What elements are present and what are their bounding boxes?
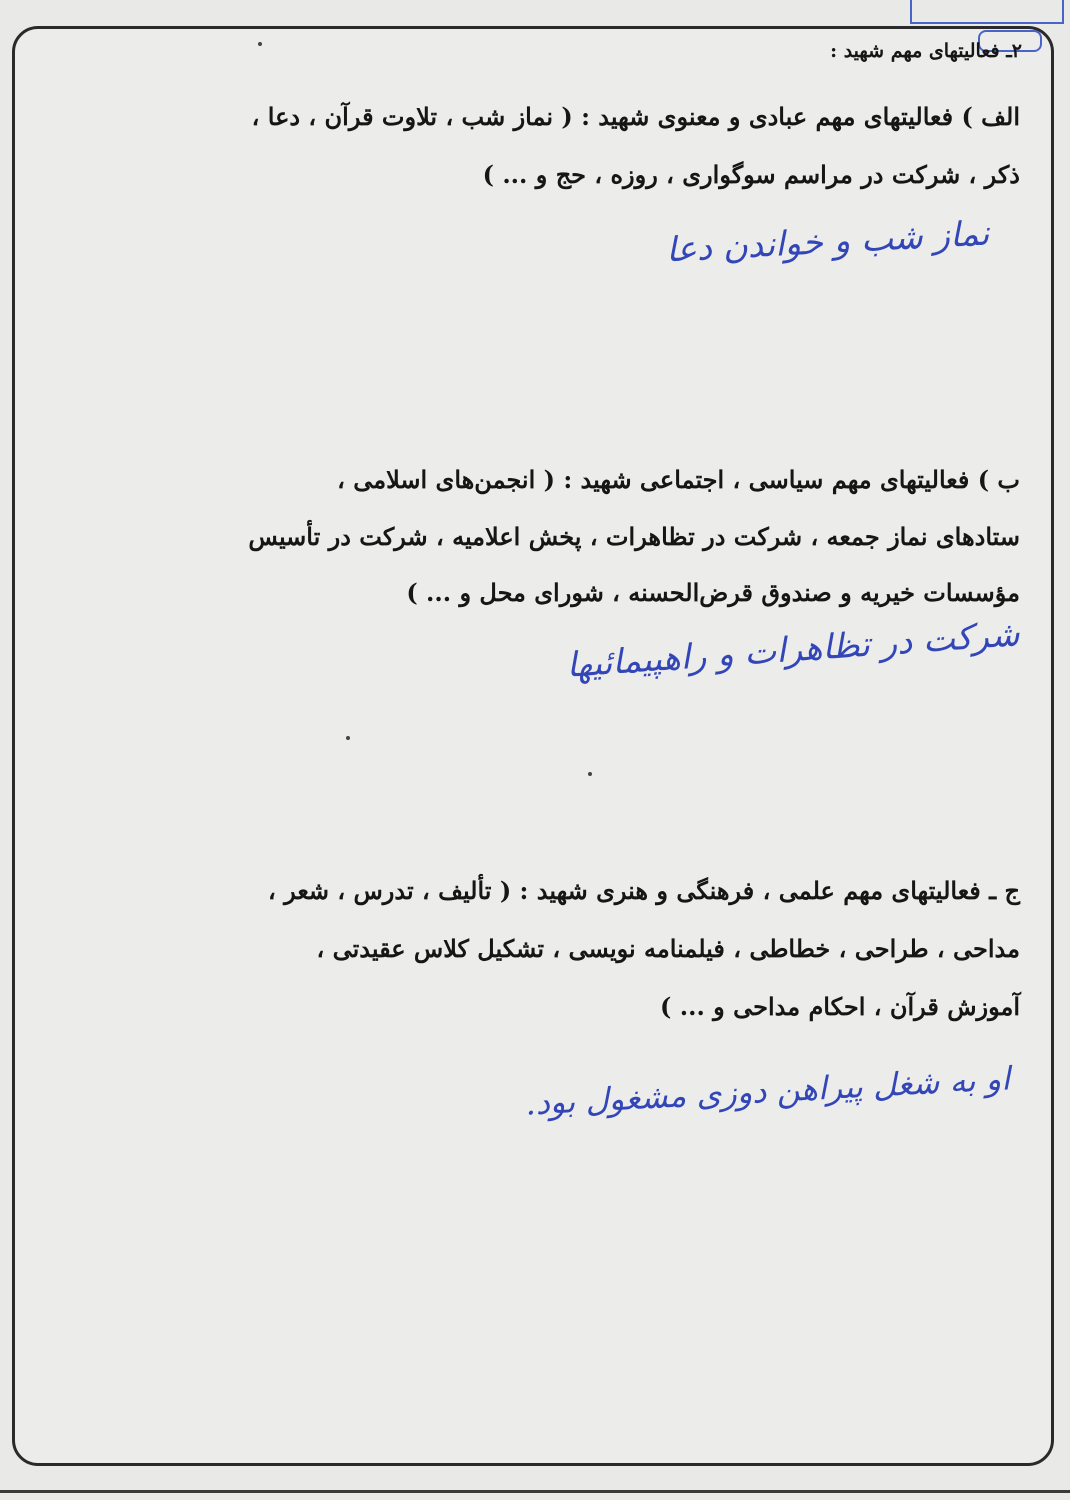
section-c-handwritten-answer: او به شغل پیراهن دوزی مشغول بود. [524, 1059, 1011, 1123]
section-c-line-2: مداحی ، طراحی ، خطاطی ، فیلمنامه نویسی ، تشکیل کلاس عقیدتی ، [316, 934, 1020, 963]
scan-speck [258, 42, 262, 46]
scan-speck [588, 772, 592, 776]
section-a-line-1: الف ) فعالیتهای مهم عبادی و معنوی شهید : ( نماز شب ، تلاوت قرآن ، دعا ، [251, 102, 1020, 131]
section-b-line-2: ستادهای نماز جمعه ، شرکت در تظاهرات ، پخش اعلامیه ، شرکت در تأسیس [248, 522, 1020, 551]
section-c-line-1: ج ـ فعالیتهای مهم علمی ، فرهنگی و هنری شهید : ( تألیف ، تدرس ، شعر ، [267, 876, 1020, 905]
bottom-rule [0, 1490, 1070, 1493]
section-b-handwritten-answer: شرکت در تظاهرات و راهپیمائیها [565, 614, 1021, 686]
stamp [910, 0, 1064, 24]
section-b-line-1: ب ) فعالیتهای مهم سیاسی ، اجتماعی شهید : ( انجمن‌های اسلامی ، [337, 465, 1020, 494]
scan-speck [346, 736, 350, 740]
section-c-line-3: آموزش قرآن ، احکام مداحی و ... ) [660, 992, 1020, 1021]
section-b-line-3: مؤسسات خیریه و صندوق قرض‌الحسنه ، شورای محل و ... ) [406, 578, 1020, 607]
section-heading: ۲ـ فعالیتهای مهم شهید : [830, 40, 1022, 62]
section-a-line-2: ذکر ، شرکت در مراسم سوگواری ، روزه ، حج و ... ) [482, 160, 1020, 189]
section-a-handwritten-answer: نماز شب و خواندن دعا [665, 213, 991, 271]
